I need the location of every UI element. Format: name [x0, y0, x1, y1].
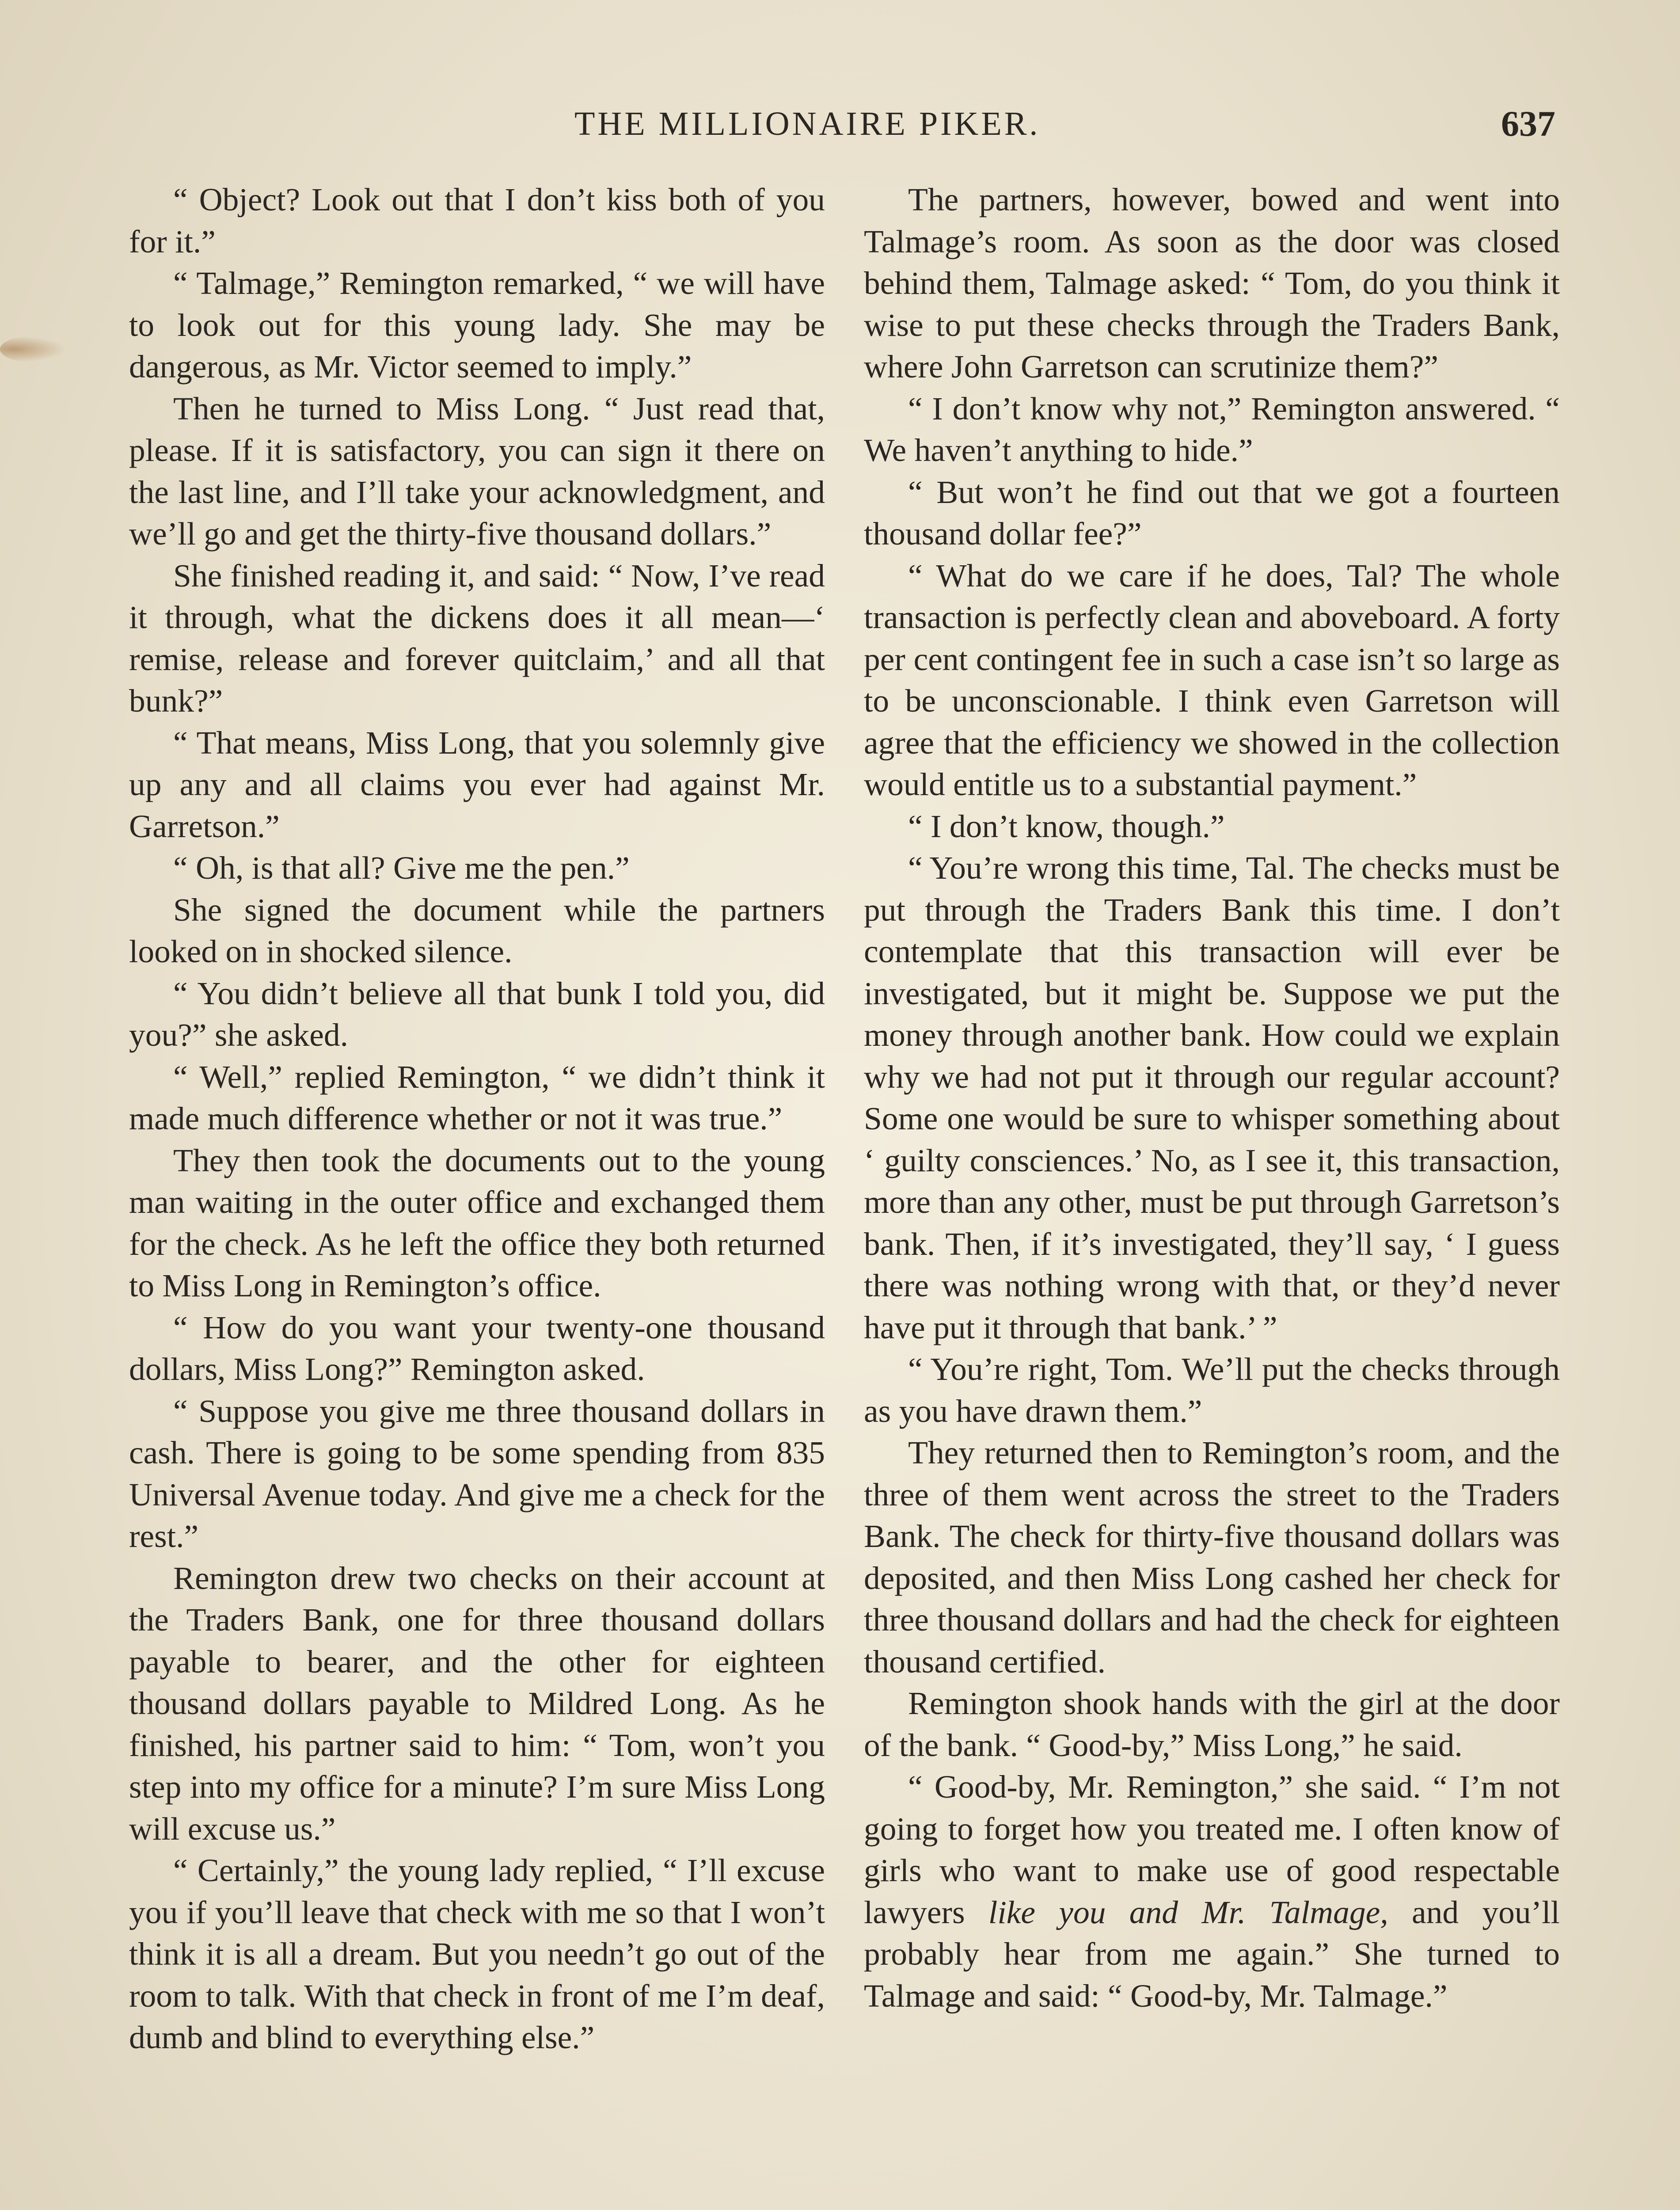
paragraph: They returned then to Remington’s room, and the three of them went across the street to the Traders Bank. The check for thirty-five thousand dollars was deposited, and then Miss Long cashed her check for three thousand dollars and had the check for eighteen thousand certified.: [864, 1435, 1560, 1680]
paragraph: Remington drew two checks on their account at the Traders Bank, one for three thousand dollars payable to bearer, and the other for eighteen thousand dollars payable to Mildred Long. As he finished, his partner said to him: “ Tom, won’t you step into my office for a minute? I’m sure Miss Long will excuse us.”: [129, 1560, 825, 1847]
running-title: THE MILLIONAIRE PIKER.: [574, 105, 1041, 142]
paper-stain: [0, 336, 66, 362]
paragraph: “ What do we care if he does, Tal? The whole transaction is perfectly clean and aboveboard. A forty per cent contingent fee in such a case isn’t so large as to be unconscionable. I think even Garretson will agree that the efficiency we showed in the collection would entitle us to a substantial payment.”: [864, 557, 1560, 802]
paragraph: “ I don’t know, though.”: [908, 808, 1225, 844]
paragraph: “ Well,” replied Remington, “ we didn’t think it made much difference whether or not it was true.”: [129, 1059, 825, 1136]
paragraph: “ You’re right, Tom. We’ll put the checks through as you have drawn them.”: [864, 1351, 1560, 1429]
paragraph: Then he turned to Miss Long. “ Just read that, please. If it is satisfactory, you can sign it there on the last line, and I’ll take your acknowledgment, and we’ll go and get the thirty-five thousand dollars.”: [129, 390, 825, 552]
paragraph: Remington shook hands with the girl at the door of the bank. “ Good-by,” Miss Long,” he said.: [864, 1685, 1560, 1763]
paragraph: “ But won’t he find out that we got a fourteen thousand dollar fee?”: [864, 474, 1560, 552]
paragraph: The partners, however, bowed and went into Talmage’s room. As soon as the door was closed behind them, Talmage asked: “ Tom, do you think it wise to put these checks through the Traders Bank, where John Garretson can scrutinize them?”: [864, 182, 1560, 385]
paragraph: “ You didn’t believe all that bunk I told you, did you?” she asked.: [129, 975, 825, 1053]
paragraph: She signed the document while the partners looked on in shocked silence.: [129, 892, 825, 969]
paragraph: “ You’re wrong this time, Tal. The checks must be put through the Traders Bank this time. I don’t contemplate that this transaction will ever be investigated, but it might be. Suppose we put the money through another bank. How could we explain why we had not put it through our regular account? Some one would be sure to whisper something about ‘ guilty consciences.’ No, as I see it, this transaction, more than any other, must be put through Garretson’s bank. Then, if it’s investigated, they’ll say, ‘ I guess there was nothing wrong with that, or they’d never have put it through that bank.’ ”: [864, 850, 1560, 1345]
paragraph: “ Suppose you give me three thousand dollars in cash. There is going to be some spending from 835 Universal Avenue today. And give me a check for the rest.”: [129, 1393, 825, 1554]
paragraph: She finished reading it, and said: “ Now, I’ve read it through, what the dickens does it all mean—‘ remise, release and forever quitclaim,’ and all that bunk?”: [129, 557, 825, 719]
paragraph: “ I don’t know why not,” Remington answered. “ We haven’t anything to hide.”: [864, 390, 1560, 468]
paragraph: “ Talmage,” Remington remarked, “ we will have to look out for this young lady. She may be dangerous, as Mr. Victor seemed to imply.”: [129, 265, 825, 385]
left-column: [129, 179, 825, 2059]
paragraph: “ Oh, is that all? Give me the pen.”: [173, 850, 630, 886]
page-number: 637: [1501, 103, 1555, 144]
paragraph: “ That means, Miss Long, that you solemnly give up any and all claims you ever had against Mr. Garretson.”: [129, 724, 825, 844]
italic-text: like you and Mr. Talmage,: [988, 1894, 1388, 1930]
paragraph: “ Object? Look out that I don’t kiss both of you for it.”: [129, 182, 825, 259]
paragraph-text: and you’ll probably hear from me again.” She turned to Talmage and said: “ Good-by, Mr. Talmage.”: [864, 1894, 1560, 2014]
paragraph: “ Certainly,” the young lady replied, “ I’ll excuse you if you’ll leave that check with me so that I won’t think it is all a dream. But you needn’t go out of the room to talk. With that check in front of me I’m deaf, dumb and blind to everything else.”: [129, 1852, 825, 2055]
page-header: [0, 99, 1680, 148]
right-column: [864, 179, 1560, 2017]
paragraph: [864, 1766, 1560, 2017]
paragraph: They then took the documents out to the young man waiting in the outer office and exchanged them for the check. As he left the office they both returned to Miss Long in Remington’s office.: [129, 1142, 825, 1303]
paragraph: “ How do you want your twenty-one thousand dollars, Miss Long?” Remington asked.: [129, 1309, 825, 1387]
paragraph-text: “ Good-by, Mr. Remington,” she said. “ I’m not going to forget how you treated me. I often know of girls who want to make use of good respectable lawyers: [864, 1769, 1560, 1930]
